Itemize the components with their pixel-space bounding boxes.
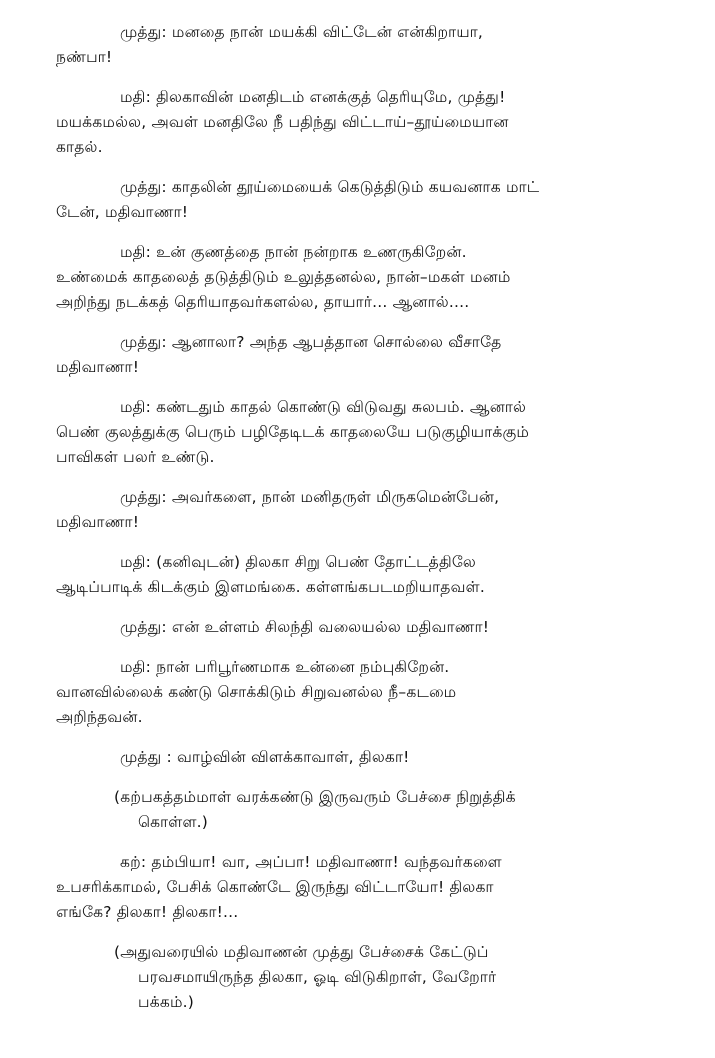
dialogue-line: முத்து: காதலின் தூய்மையைக் கெடுத்திடும் கயவனாக மாட் <box>120 178 540 196</box>
dialogue-line: மயக்கமல்ல, அவள் மனதிலே நீ பதிந்து விட்டாய்–தூய்மையான <box>56 113 509 131</box>
dialogue-line: முத்து: ஆனாலா? அந்த ஆபத்தான சொல்லை வீசாதே <box>120 333 502 351</box>
dialogue-line: மதி: உன் குணத்தை நான் நன்றாக உணருகிறேன். <box>120 243 467 261</box>
dialogue-line: முத்து : வாழ்வின் விளக்காவாள், திலகா! <box>120 748 410 766</box>
dialogue-line: பாவிகள் பலர் உண்டு. <box>56 448 215 466</box>
dialogue-line: எங்கே? திலகா! திலகா!... <box>56 903 239 921</box>
stage-direction-line: பக்கம்.) <box>138 993 195 1011</box>
dialogue-line: மதிவாணா! <box>56 513 140 531</box>
stage-direction-line: கொள்ள.) <box>138 813 209 831</box>
dialogue-line: முத்து: மனதை நான் மயக்கி விட்டேன் என்கிறாயா, <box>120 23 484 41</box>
stage-direction-line: பரவசமாயிருந்த திலகா, ஓடி விடுகிறாள், வேறோர் <box>138 968 497 986</box>
dialogue-line: பெண் குலத்துக்கு பெரும் பழிதேடிடக் காதலையே படுகுழியாக்கும் <box>56 423 530 441</box>
dialogue-line: மதி: நான் பரிபூர்ணமாக உன்னை நம்புகிறேன். <box>120 658 450 676</box>
dialogue-line: முத்து: என் உள்ளம் சிலந்தி வலையல்ல மதிவாணா! <box>120 618 490 636</box>
dialogue-line: வானவில்லைக் கண்டு சொக்கிடும் சிறுவனல்ல நீ–கடமை <box>56 683 457 701</box>
dialogue-line: டேன், மதிவாணா! <box>56 203 189 221</box>
dialogue-line: கற்: தம்பியா! வா, அப்பா! மதிவாணா! வந்தவர்களை <box>120 853 502 871</box>
dialogue-line: மதி: (கனிவுடன்) திலகா சிறு பெண் தோட்டத்திலே <box>120 553 476 571</box>
dialogue-line: உண்மைக் காதலைத் தடுத்திடும் உலுத்தனல்ல, நான்–மகள் மனம் <box>56 268 511 286</box>
dialogue-line: அறிந்து நடக்கத் தெரியாதவர்களல்ல, தாயார்... ஆனால்.... <box>56 293 470 311</box>
dialogue-line: மதி: திலகாவின் மனதிடம் எனக்குத் தெரியுமே, முத்து! <box>120 88 506 106</box>
dialogue-line: நண்பா! <box>56 48 113 66</box>
dialogue-line: உபசரிக்காமல், பேசிக் கொண்டே இருந்து விட்டாயோ! திலகா <box>56 878 494 896</box>
stage-direction-line: (கற்பகத்தம்மாள் வரக்கண்டு இருவரும் பேச்சை நிறுத்திக் <box>114 788 516 806</box>
dialogue-line: மதிவாணா! <box>56 358 140 376</box>
dialogue-line: ஆடிப்பாடிக் கிடக்கும் இளமங்கை. கள்ளங்கபடமறியாதவள். <box>56 578 485 596</box>
stage-direction-line: (அதுவரையில் மதிவாணன் முத்து பேச்சைக் கேட்டுப் <box>114 943 489 961</box>
dialogue-line: காதல். <box>56 138 103 156</box>
dialogue-line: முத்து: அவர்களை, நான் மனிதருள் மிருகமென்பேன், <box>120 488 500 506</box>
dialogue-line: அறிந்தவன். <box>56 708 143 726</box>
dialogue-line: மதி: கண்டதும் காதல் கொண்டு விடுவது சுலபம். ஆனால் <box>120 398 527 416</box>
